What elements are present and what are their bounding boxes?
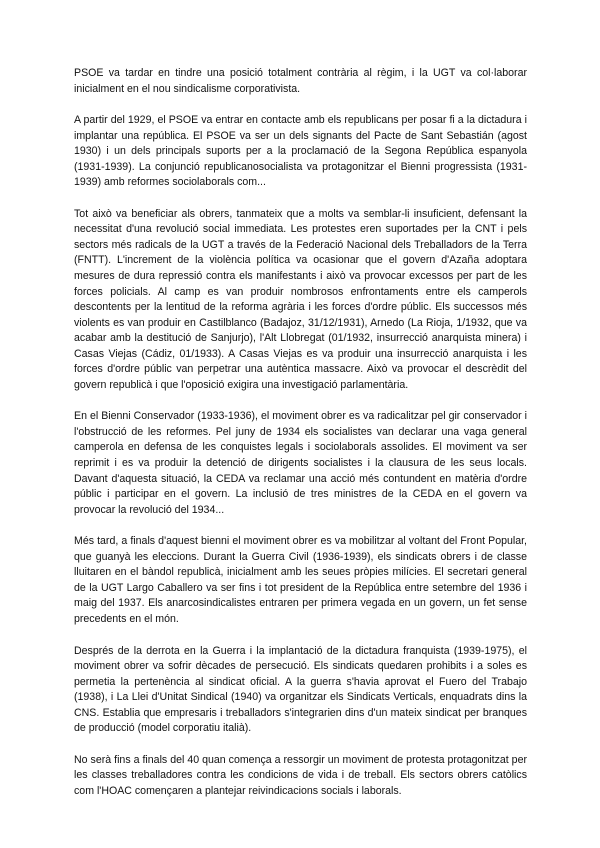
paragraph: A partir del 1929, el PSOE va entrar en contacte amb els republicans per posar fi a la dictadura i implantar una república. El PSOE va ser un dels signants del Pacte de Sant Sebastián (agost 1930) i un dels principals suports per a la proclamació de la Segona República espanyola (1931-1939). La conjunció republicanosocialista va protagonitzar el Bienni progressista (1931-1939) amb reformes sociolaborals com... [74, 114, 527, 189]
paragraph: En el Bienni Conservador (1933-1936), el moviment obrer es va radicalitzar pel gir conservador i l'obstrucció de les reformes. Pel juny de 1934 els socialistes van declarar una vaga general camperola en defensa de les conquistes legals i sociolaborals assolides. El moviment va ser reprimit i es va produir la detenció de dirigents socialistes i la clausura de les seus locals. Davant d'aquesta situació, la CEDA va reclamar una acció més contundent en matèria d'ordre públic i participar en el govern. La inclusió de tres ministres de la CEDA en el govern va provocar la revolució del 1934... [74, 410, 527, 516]
paragraph: Després de la derrota en la Guerra i la implantació de la dictadura franquista (1939-1975), el moviment obrer va sofrir dècades de persecució. Els sindicats quedaren prohibits i a soles es permetia la pertenència al sindicat oficial. A la guerra s'havia aprovat el Fuero del Trabajo (1938), i La Llei d'Unitat Sindical (1940) va organitzar els Sindicats Verticals, enquadrats dins la CNS. Establia que empresaris i treballadors s'integrarien dins d'un mateix sindicat per branques de producció (model corporatiu italià). [74, 644, 527, 735]
document-page [74, 66, 527, 799]
paragraph: No serà fins a finals del 40 quan comença a ressorgir un moviment de protesta protagonitzat per les classes treballadores contra les condicions de vida i de treball. Els sectors obrers catòlics com l'HOAC començaren a plantejar reivindicacions socials i laborals. [74, 753, 527, 797]
paragraph: PSOE va tardar en tindre una posició totalment contrària al règim, i la UGT va col·laborar inicialment en el nou sindicalisme corporativista. [74, 67, 527, 95]
paragraph: Tot això va beneficiar als obrers, tanmateix que a molts va semblar-li insuficient, defensant la necessitat d'una revolució social immediata. Les protestes eren suportades per la CNT i pels sectors més radicals de la UGT a través de la Federació Nacional dels Treballadors de la Terra (FNTT). L'increment de la violència política va ocasionar que el govern d'Azaña adoptara mesures de dura repressió contra els manifestants i això va provocar excessos per part de les forces policials. Al camp es van produir nombrosos enfrontaments entre els camperols descontents per la lentitud de la reforma agrària i les forces d'ordre públic. Els successos més violents es van produir en Castilblanco (Badajoz, 31/12/1931), Arnedo (La Rioja, 1/1932, que va acabar amb la destitució de Sanjurjo), l'Alt Llobregat (01/1932, insurrecció anarquista minera) i Casas Viejas (Cádiz, 01/1933). A Casas Viejas es va produir una insurrecció anarquista i les forces d'ordre públic van perpetrar una autèntica massacre. Això va provocar el descrèdit del govern republicà i que l'oposició exigira una investigació parlamentària. [74, 207, 527, 391]
paragraph: Més tard, a finals d'aquest bienni el moviment obrer es va mobilitzar al voltant del Front Popular, que guanyà les eleccions. Durant la Guerra Civil (1936-1939), els sindicats obrers i de classe lluitaren en el bàndol republicà, inicialment amb les seues pròpies milícies. El secretari general de la UGT Largo Caballero va ser fins i tot president de la República entre setembre del 1936 i maig del 1937. Els anarcosindicalistes entraren per primera vegada en un govern, un fet sense precedents en el món. [74, 535, 527, 625]
